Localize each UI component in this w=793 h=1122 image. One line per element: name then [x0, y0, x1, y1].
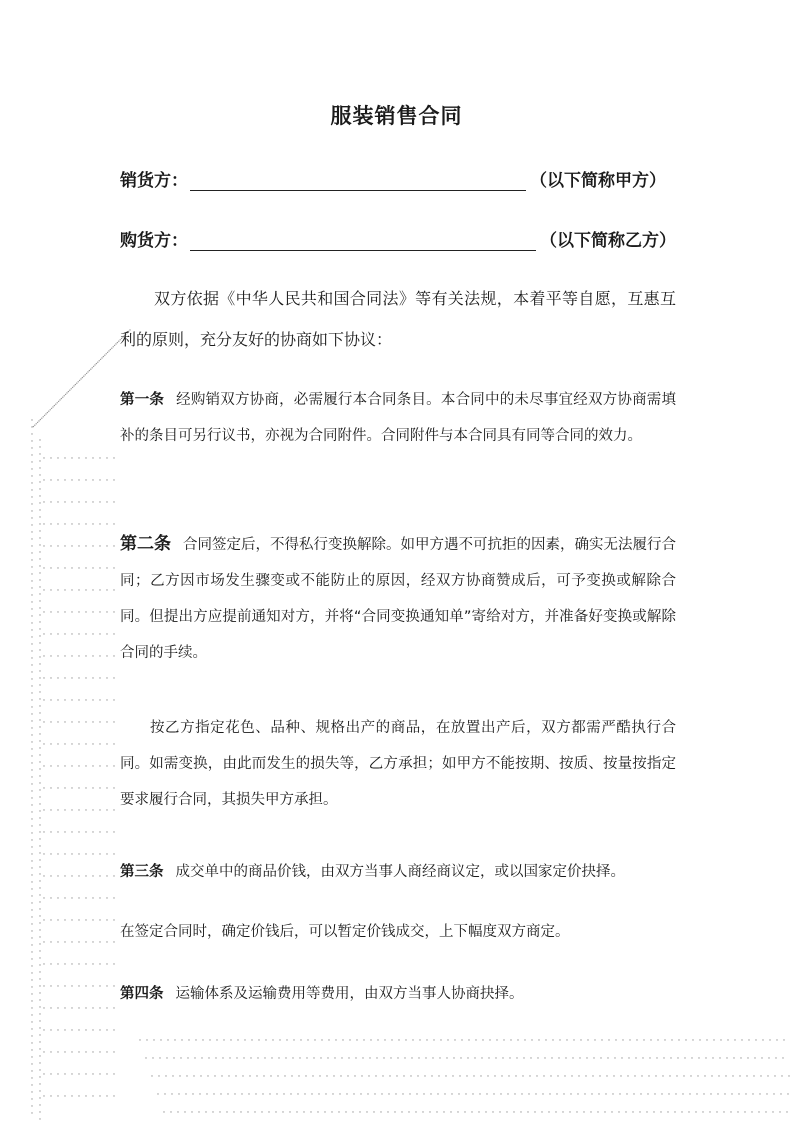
buyer-suffix: （以下简称乙方） [540, 231, 676, 251]
article-1-text: 经购销双方协商，必需履行本合同条目。本合同中的未尽事宜经双方协商需填补的条目可另行议书，亦视为合同附件。合同附件与本合同具有同等合同的效力。 [120, 392, 676, 444]
seller-blank[interactable] [190, 172, 526, 191]
article-2-supplement: 按乙方指定花色、品种、规格出产的商品，在放置出产后，双方都需严酷执行合同。如需变换，由此而发生的损失等，乙方承担；如甲方不能按期、按质、按量按指定要求履行合同，其损失甲方承担。 [120, 720, 676, 808]
article-3-heading: 第三条 [120, 863, 164, 880]
article-3-text: 成交单中的商品价钱，由双方当事人商经商议定，或以国家定价抉择。 [175, 864, 625, 880]
article-2-text: 合同签定后，不得私行变换解除。如甲方遇不可抗拒的因素，确实无法履行合同；乙方因市场发生骤变或不能防止的原因，经双方协商赞成后，可予变换或解除合同。但提出方应提前通知对方，并将“合同变换通知单”寄给对方，并准备好变换或解除合同的手续。 [120, 537, 676, 661]
seller-label: 销货方： [120, 171, 188, 191]
article-4-heading: 第四条 [120, 985, 164, 1002]
contract-title: 服装销售合同 [330, 103, 463, 128]
article-3 [120, 854, 676, 890]
article-4-text: 运输体系及运输费用等费用，由双方当事人协商抉择。 [175, 986, 524, 1002]
buyer-blank[interactable] [190, 232, 536, 251]
article-2 [120, 526, 676, 671]
article-1 [120, 382, 676, 454]
buyer-label: 购货方： [120, 231, 188, 251]
article-3-supplement: 在签定合同时，确定价钱后，可以暂定价钱成交，上下幅度双方商定。 [120, 924, 570, 940]
seller-suffix: （以下简称甲方） [530, 171, 666, 191]
article-1-heading: 第一条 [120, 391, 165, 408]
article-2-heading: 第二条 [120, 534, 171, 554]
buyer-line [120, 226, 676, 251]
seller-line [120, 166, 666, 191]
intro-paragraph: 双方依据《中华人民共和国合同法》等有关法规，本着平等自愿，互惠互利的原则，充分友好的协商如下协议： [120, 289, 676, 349]
article-4 [120, 976, 676, 1012]
